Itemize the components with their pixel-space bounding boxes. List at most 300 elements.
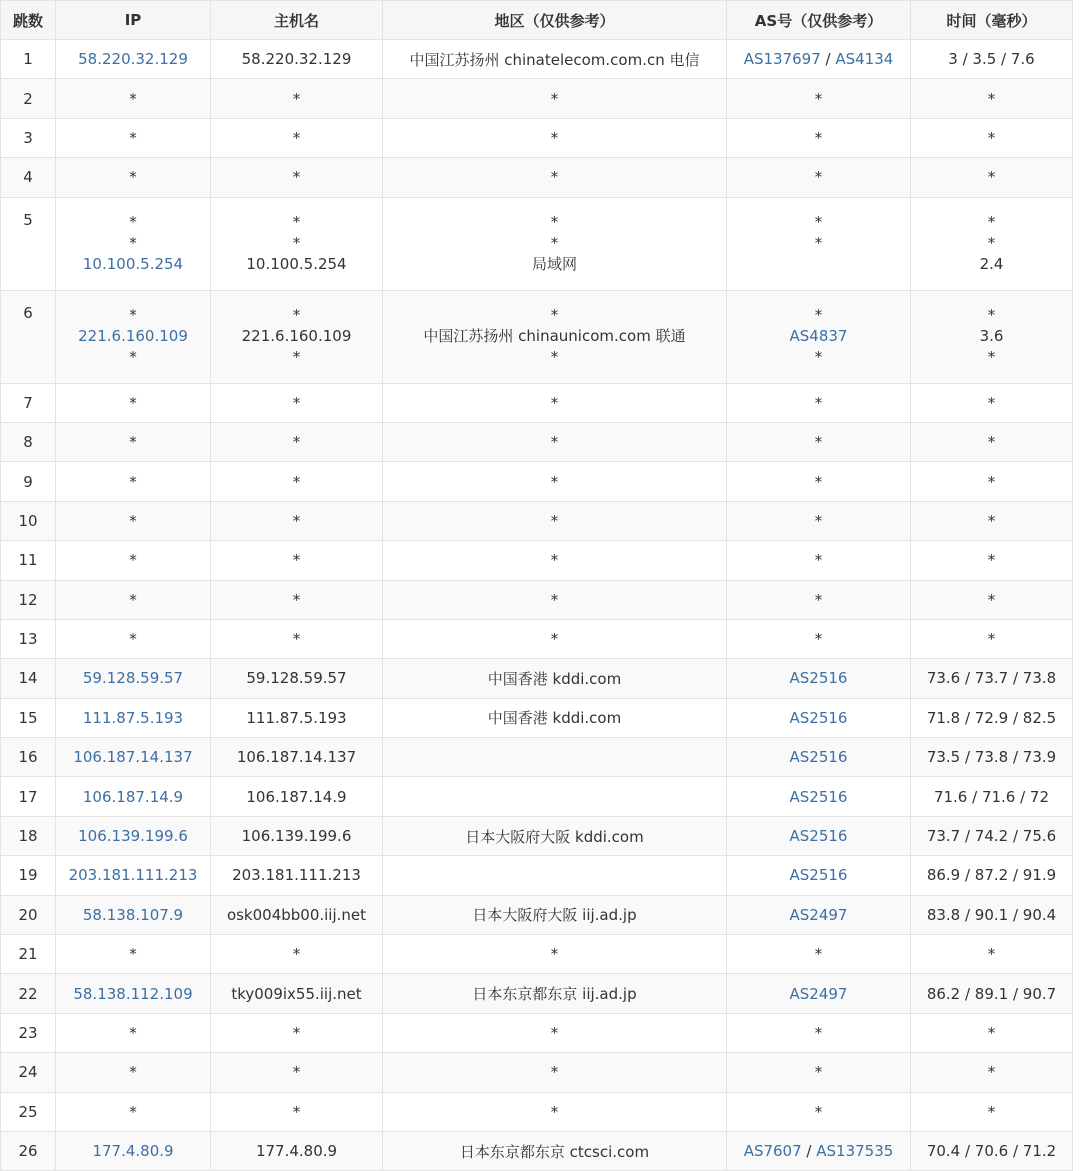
ip-value[interactable]: 106.187.14.137: [73, 748, 193, 767]
time-cell: [911, 816, 1073, 855]
time-cell: [911, 659, 1073, 698]
region-cell: [383, 935, 727, 974]
ip-value: *: [129, 551, 137, 570]
time-cell: [911, 158, 1073, 197]
table-row: [1, 290, 1073, 383]
as-list: [731, 129, 906, 147]
time-value: 73.7 / 74.2 / 75.6: [926, 827, 1057, 846]
as-list: [731, 906, 906, 924]
hostname-cell: [211, 40, 383, 79]
hop-number: 3: [1, 118, 56, 157]
region-cell: [383, 698, 727, 737]
as-cell: [727, 1092, 911, 1131]
hostname-value: 106.187.14.137: [236, 748, 357, 767]
region-cell: [383, 197, 727, 290]
hostname-value: osk004bb00.iij.net: [226, 905, 367, 924]
hop-number: 5: [1, 197, 56, 290]
region-value: *: [550, 168, 559, 187]
region-value: 日本大阪府大阪 iij.ad.jp: [472, 906, 637, 925]
time-cell: [911, 1013, 1073, 1052]
hostname-cell: [211, 118, 383, 157]
region-cell: [383, 1053, 727, 1092]
time-value: 86.2 / 89.1 / 90.7: [926, 984, 1057, 1003]
time-value: 70.4 / 70.6 / 71.2: [926, 1142, 1057, 1161]
hop-number: 26: [1, 1131, 56, 1170]
as-cell: [727, 935, 911, 974]
table-row: [1, 698, 1073, 737]
hostname-cell: [211, 462, 383, 501]
ip-value[interactable]: 106.187.14.9: [82, 787, 184, 806]
ip-value: *: [129, 306, 137, 325]
as-cell: [727, 580, 911, 619]
time-cell: [911, 79, 1073, 118]
as-list: [731, 50, 906, 68]
ip-cell: [56, 158, 211, 197]
as-link[interactable]: AS137535: [816, 1142, 894, 1161]
region-value: 中国香港 kddi.com: [487, 669, 622, 688]
ip-value[interactable]: 221.6.160.109: [78, 327, 188, 346]
hop-number: 21: [1, 935, 56, 974]
table-row: [1, 974, 1073, 1013]
time-cell: [911, 462, 1073, 501]
as-list: [731, 512, 906, 530]
hop-number: 25: [1, 1092, 56, 1131]
region-value: 中国香港 kddi.com: [487, 709, 622, 728]
hostname-cell: [211, 619, 383, 658]
hostname-value: *: [292, 472, 301, 491]
time-value: 71.8 / 72.9 / 82.5: [926, 708, 1057, 727]
ip-value[interactable]: 111.87.5.193: [82, 708, 184, 727]
as-cell: [727, 619, 911, 658]
table-row: [1, 738, 1073, 777]
ip-value: *: [129, 945, 137, 964]
hop-number: 15: [1, 698, 56, 737]
hostname-cell: [211, 895, 383, 934]
ip-cell: [56, 462, 211, 501]
hostname-value: *: [292, 433, 301, 452]
hop-number: 8: [1, 422, 56, 461]
time-value: *: [987, 306, 996, 325]
ip-value[interactable]: 106.139.199.6: [78, 827, 188, 846]
hop-number: 1: [1, 40, 56, 79]
hostname-value: 59.128.59.57: [246, 669, 347, 688]
hostname-cell: [211, 197, 383, 290]
as-link[interactable]: AS4134: [835, 50, 894, 69]
time-value: 3.6: [979, 327, 1004, 346]
time-cell: [911, 777, 1073, 816]
time-value: *: [987, 348, 996, 367]
time-cell: [911, 541, 1073, 580]
hop-number: 19: [1, 856, 56, 895]
time-cell: [911, 1053, 1073, 1092]
time-value: *: [987, 1024, 996, 1042]
as-link[interactable]: AS2497: [789, 905, 848, 924]
hop-number: 17: [1, 777, 56, 816]
ip-value: *: [129, 348, 137, 367]
table-body: [1, 40, 1073, 1171]
time-value: 3 / 3.5 / 7.6: [948, 50, 1035, 69]
hop-number: 14: [1, 659, 56, 698]
hostname-cell: [211, 738, 383, 777]
hostname-value: *: [292, 511, 301, 530]
time-value: 2.4: [979, 255, 1004, 274]
as-value: *: [814, 551, 823, 570]
as-separator: /: [801, 1142, 817, 1161]
as-list: [731, 473, 906, 491]
hostname-value: 106.139.199.6: [241, 827, 352, 846]
region-value: *: [550, 945, 559, 964]
hostname-cell: [211, 659, 383, 698]
header-as: AS号（仅供参考）: [727, 1, 911, 40]
hostname-value: *: [292, 306, 301, 325]
hostname-cell: [211, 777, 383, 816]
table-row: [1, 1131, 1073, 1170]
time-cell: [911, 935, 1073, 974]
table-row: [1, 1013, 1073, 1052]
ip-value: *: [129, 168, 137, 187]
as-list: [731, 168, 906, 186]
as-cell: [727, 158, 911, 197]
time-value: *: [987, 945, 996, 964]
table-row: [1, 659, 1073, 698]
region-value: *: [550, 472, 559, 491]
as-cell: [727, 974, 911, 1013]
hop-number: 10: [1, 501, 56, 540]
time-cell: [911, 1131, 1073, 1170]
region-cell: [383, 462, 727, 501]
table-row: [1, 118, 1073, 157]
region-cell: [383, 422, 727, 461]
as-link[interactable]: AS2516: [789, 827, 848, 846]
as-list: [731, 591, 906, 609]
ip-value: *: [129, 1063, 137, 1082]
as-link[interactable]: AS2516: [789, 708, 848, 727]
as-list: [731, 254, 906, 275]
region-value: *: [550, 630, 559, 649]
time-value: *: [987, 168, 996, 187]
region-cell: [383, 118, 727, 157]
as-cell: [727, 1131, 911, 1170]
as-value: *: [814, 472, 823, 491]
ip-cell: [56, 856, 211, 895]
hostname-value: *: [292, 1102, 301, 1121]
time-cell: [911, 40, 1073, 79]
as-value: *: [814, 128, 823, 147]
hostname-value: 58.220.32.129: [241, 50, 352, 69]
time-value: *: [987, 393, 996, 412]
ip-value: *: [129, 213, 137, 232]
header-time: 时间（毫秒）: [911, 1, 1073, 40]
region-cell: [383, 40, 727, 79]
hostname-cell: [211, 580, 383, 619]
hostname-cell: [211, 816, 383, 855]
hostname-value: tky009ix55.iij.net: [231, 984, 362, 1003]
header-region: 地区（仅供参考）: [383, 1, 727, 40]
time-value: *: [987, 1102, 996, 1121]
as-cell: [727, 777, 911, 816]
time-value: *: [987, 590, 996, 609]
table-row: [1, 777, 1073, 816]
as-link[interactable]: AS2516: [789, 787, 848, 806]
ip-value: *: [129, 393, 137, 412]
ip-cell: [56, 580, 211, 619]
hop-number: 22: [1, 974, 56, 1013]
as-link[interactable]: AS2516: [789, 748, 848, 767]
as-value: *: [814, 348, 823, 367]
as-cell: [727, 1013, 911, 1052]
as-value: *: [814, 213, 823, 232]
table-row: [1, 1053, 1073, 1092]
region-value: *: [550, 551, 559, 570]
time-value: *: [987, 551, 996, 570]
region-value: *: [550, 128, 559, 147]
as-link[interactable]: AS7607: [743, 1142, 802, 1161]
ip-value[interactable]: 58.220.32.129: [78, 50, 188, 69]
ip-value[interactable]: 203.181.111.213: [68, 866, 198, 885]
hostname-value: *: [292, 348, 301, 367]
ip-cell: [56, 738, 211, 777]
region-cell: [383, 738, 727, 777]
region-value: *: [550, 590, 559, 609]
region-value: *: [550, 1063, 559, 1082]
time-value: 71.6 / 71.6 / 72: [933, 787, 1050, 806]
as-cell: [727, 738, 911, 777]
region-cell: [383, 659, 727, 698]
hostname-cell: [211, 290, 383, 383]
ip-cell: [56, 1131, 211, 1170]
as-cell: [727, 501, 911, 540]
hostname-value: *: [292, 234, 301, 253]
region-cell: [383, 974, 727, 1013]
as-cell: [727, 383, 911, 422]
ip-value: *: [129, 472, 137, 491]
as-list: [731, 630, 906, 648]
hostname-cell: [211, 1131, 383, 1170]
ip-value: *: [129, 433, 137, 452]
as-list: [731, 233, 906, 254]
time-cell: [911, 1092, 1073, 1131]
table-row: [1, 383, 1073, 422]
table-row: [1, 619, 1073, 658]
as-list: [731, 394, 906, 412]
as-list: [731, 985, 906, 1003]
region-value: *: [550, 1102, 559, 1121]
ip-cell: [56, 197, 211, 290]
region-cell: [383, 1092, 727, 1131]
header-hostname: 主机名: [211, 1, 383, 40]
region-cell: [383, 158, 727, 197]
ip-cell: [56, 1013, 211, 1052]
region-cell: [383, 541, 727, 580]
ip-value: *: [129, 234, 137, 253]
hostname-value: *: [292, 128, 301, 147]
hop-number: 9: [1, 462, 56, 501]
hostname-cell: [211, 1092, 383, 1131]
hop-number: 11: [1, 541, 56, 580]
ip-value: *: [129, 1102, 137, 1121]
hostname-value: 221.6.160.109: [241, 327, 352, 346]
as-list: [731, 1063, 906, 1081]
table-row: [1, 580, 1073, 619]
as-link[interactable]: AS137697: [743, 50, 821, 69]
region-value: 日本东京都东京 ctcsci.com: [459, 1142, 650, 1161]
table-row: [1, 197, 1073, 290]
as-value: *: [814, 433, 823, 452]
table-row: [1, 541, 1073, 580]
table-header-row: [1, 1, 1073, 40]
as-list: [731, 90, 906, 108]
ip-cell: [56, 698, 211, 737]
ip-cell: [56, 422, 211, 461]
as-link[interactable]: AS2497: [789, 984, 848, 1003]
as-list: [731, 669, 906, 687]
time-cell: [911, 290, 1073, 383]
as-value: *: [814, 511, 823, 530]
time-cell: [911, 698, 1073, 737]
as-value: *: [814, 1102, 823, 1121]
as-value: *: [814, 945, 823, 964]
hostname-value: 10.100.5.254: [246, 255, 347, 274]
ip-value[interactable]: 177.4.80.9: [92, 1142, 174, 1161]
table-row: [1, 816, 1073, 855]
region-value: [387, 788, 722, 806]
ip-value: *: [129, 511, 137, 530]
hostname-cell: [211, 383, 383, 422]
as-cell: [727, 290, 911, 383]
table-row: [1, 40, 1073, 79]
ip-value[interactable]: 58.138.107.9: [82, 905, 184, 924]
region-cell: [383, 290, 727, 383]
time-value: *: [987, 1063, 996, 1082]
ip-cell: [56, 79, 211, 118]
time-value: *: [987, 234, 996, 253]
hostname-value: *: [292, 590, 301, 609]
header-ip: IP: [56, 1, 211, 40]
ip-cell: [56, 895, 211, 934]
hostname-value: *: [292, 551, 301, 570]
hop-number: 24: [1, 1053, 56, 1092]
hostname-value: *: [292, 89, 301, 108]
time-value: *: [987, 472, 996, 491]
as-list: [731, 347, 906, 368]
hop-number: 18: [1, 816, 56, 855]
region-cell: [383, 895, 727, 934]
hostname-value: *: [292, 1024, 301, 1042]
hostname-value: 106.187.14.9: [246, 787, 347, 806]
table-row: [1, 1092, 1073, 1131]
hostname-value: *: [292, 945, 301, 964]
as-value: *: [814, 590, 823, 609]
as-link[interactable]: AS2516: [789, 866, 848, 885]
as-list: [731, 788, 906, 806]
as-list: [731, 827, 906, 845]
hostname-cell: [211, 541, 383, 580]
time-value: *: [987, 433, 996, 452]
as-cell: [727, 422, 911, 461]
ip-value[interactable]: 59.128.59.57: [82, 669, 184, 688]
ip-cell: [56, 619, 211, 658]
time-cell: [911, 197, 1073, 290]
as-value: *: [814, 168, 823, 187]
ip-value: *: [129, 1024, 137, 1042]
time-value: 73.5 / 73.8 / 73.9: [926, 748, 1057, 767]
as-value: *: [814, 89, 823, 108]
region-cell: [383, 1131, 727, 1170]
ip-value: *: [129, 128, 137, 147]
region-value: [387, 866, 722, 884]
hop-number: 12: [1, 580, 56, 619]
hop-number: 2: [1, 79, 56, 118]
table-row: [1, 422, 1073, 461]
ip-cell: [56, 40, 211, 79]
as-value: *: [814, 1024, 823, 1042]
table-row: [1, 79, 1073, 118]
time-cell: [911, 895, 1073, 934]
region-value: 日本大阪府大阪 kddi.com: [465, 827, 644, 846]
region-cell: [383, 383, 727, 422]
as-list: [731, 748, 906, 766]
region-cell: [383, 501, 727, 540]
ip-value: *: [129, 89, 137, 108]
ip-value: *: [129, 590, 137, 609]
as-cell: [727, 462, 911, 501]
region-value: *: [550, 213, 559, 232]
time-cell: [911, 619, 1073, 658]
time-value: 73.6 / 73.7 / 73.8: [926, 669, 1057, 688]
time-cell: [911, 856, 1073, 895]
as-cell: [727, 1053, 911, 1092]
table-row: [1, 462, 1073, 501]
hop-number: 6: [1, 290, 56, 383]
region-value: 局域网: [531, 255, 577, 274]
as-separator: /: [820, 50, 836, 69]
region-value: *: [550, 433, 559, 452]
time-cell: [911, 580, 1073, 619]
as-link[interactable]: AS4837: [789, 327, 848, 346]
time-cell: [911, 383, 1073, 422]
as-value: *: [814, 393, 823, 412]
as-list: [731, 551, 906, 569]
hostname-value: *: [292, 630, 301, 649]
hop-number: 13: [1, 619, 56, 658]
time-cell: [911, 422, 1073, 461]
as-list: [731, 326, 906, 347]
time-value: *: [987, 89, 996, 108]
hop-number: 4: [1, 158, 56, 197]
time-value: *: [987, 630, 996, 649]
as-link[interactable]: AS2516: [789, 669, 848, 688]
ip-cell: [56, 974, 211, 1013]
region-value: *: [550, 1024, 559, 1042]
as-cell: [727, 197, 911, 290]
hostname-cell: [211, 1053, 383, 1092]
table-row: [1, 158, 1073, 197]
ip-cell: [56, 541, 211, 580]
region-value: *: [550, 234, 559, 253]
ip-cell: [56, 935, 211, 974]
ip-cell: [56, 1092, 211, 1131]
hostname-cell: [211, 501, 383, 540]
hostname-value: 111.87.5.193: [246, 708, 347, 727]
as-cell: [727, 856, 911, 895]
time-cell: [911, 974, 1073, 1013]
as-cell: [727, 40, 911, 79]
ip-value[interactable]: 10.100.5.254: [82, 255, 184, 274]
time-value: 86.9 / 87.2 / 91.9: [926, 866, 1057, 885]
ip-value[interactable]: 58.138.112.109: [73, 984, 193, 1003]
as-value: *: [814, 1063, 823, 1082]
region-cell: [383, 856, 727, 895]
